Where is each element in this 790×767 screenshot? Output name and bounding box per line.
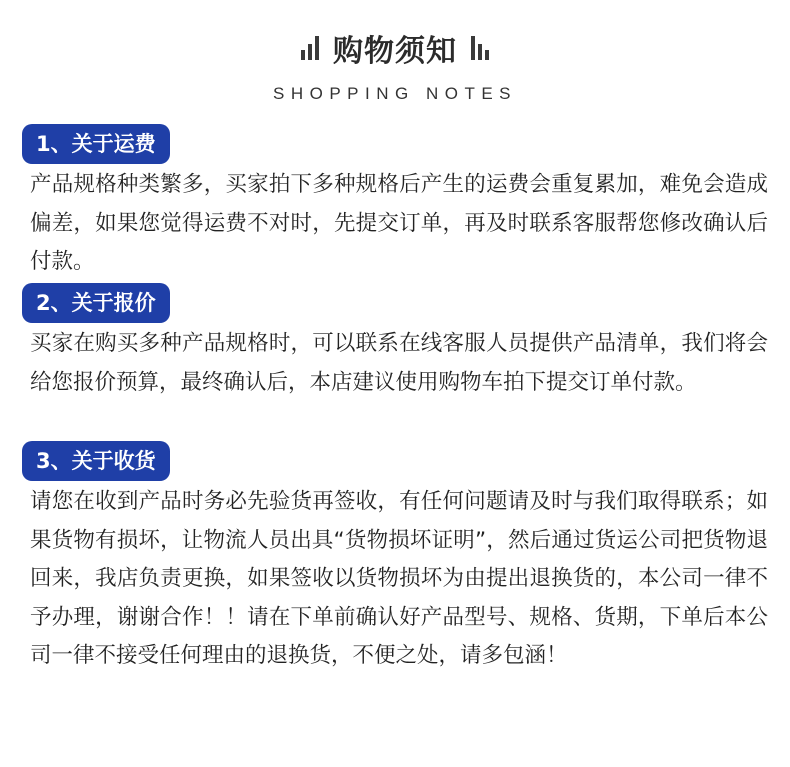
section-heading-badge: 3、关于收货 <box>22 441 170 481</box>
section-body-text: 请您在收到产品时务必先验货再签收，有任何问题请及时与我们取得联系；如果货物有损坏，让物流人员出具“货物损坏证明”，然后通过货运公司把货物退回来，我店负责更换，如果签收以货物损坏为由提出退换货的，本公司一律不予办理，谢谢合作！！请在下单前确认好产品型号、规格、货期，下单后本公司一律不接受任何理由的退换货，不便之处，请多包涵！ <box>30 489 768 668</box>
title-row <box>0 28 790 68</box>
section-shipping-fee <box>22 124 772 282</box>
page-subtitle: SHOPPING NOTES <box>272 84 518 103</box>
section-heading-badge: 2、关于报价 <box>22 283 170 323</box>
section-body-text: 买家在购买多种产品规格时，可以联系在线客服人员提供产品清单，我们将会给您报价预算，最终确认后，本店建议使用购物车拍下提交订单付款。 <box>30 331 768 395</box>
section-quotation <box>22 283 772 402</box>
section-body-text: 产品规格种类繁多，买家拍下多种规格后产生的运费会重复累加，难免会造成偏差，如果您觉得运费不对时，先提交订单，再及时联系客服帮您修改确认后付款。 <box>30 172 768 274</box>
page-title: 购物须知 <box>333 34 457 69</box>
signal-bars-descending-icon <box>471 36 489 60</box>
section-heading-badge: 1、关于运费 <box>22 124 170 164</box>
signal-bars-ascending-icon <box>301 36 319 60</box>
page-header <box>0 28 790 104</box>
section-receiving <box>22 441 772 676</box>
